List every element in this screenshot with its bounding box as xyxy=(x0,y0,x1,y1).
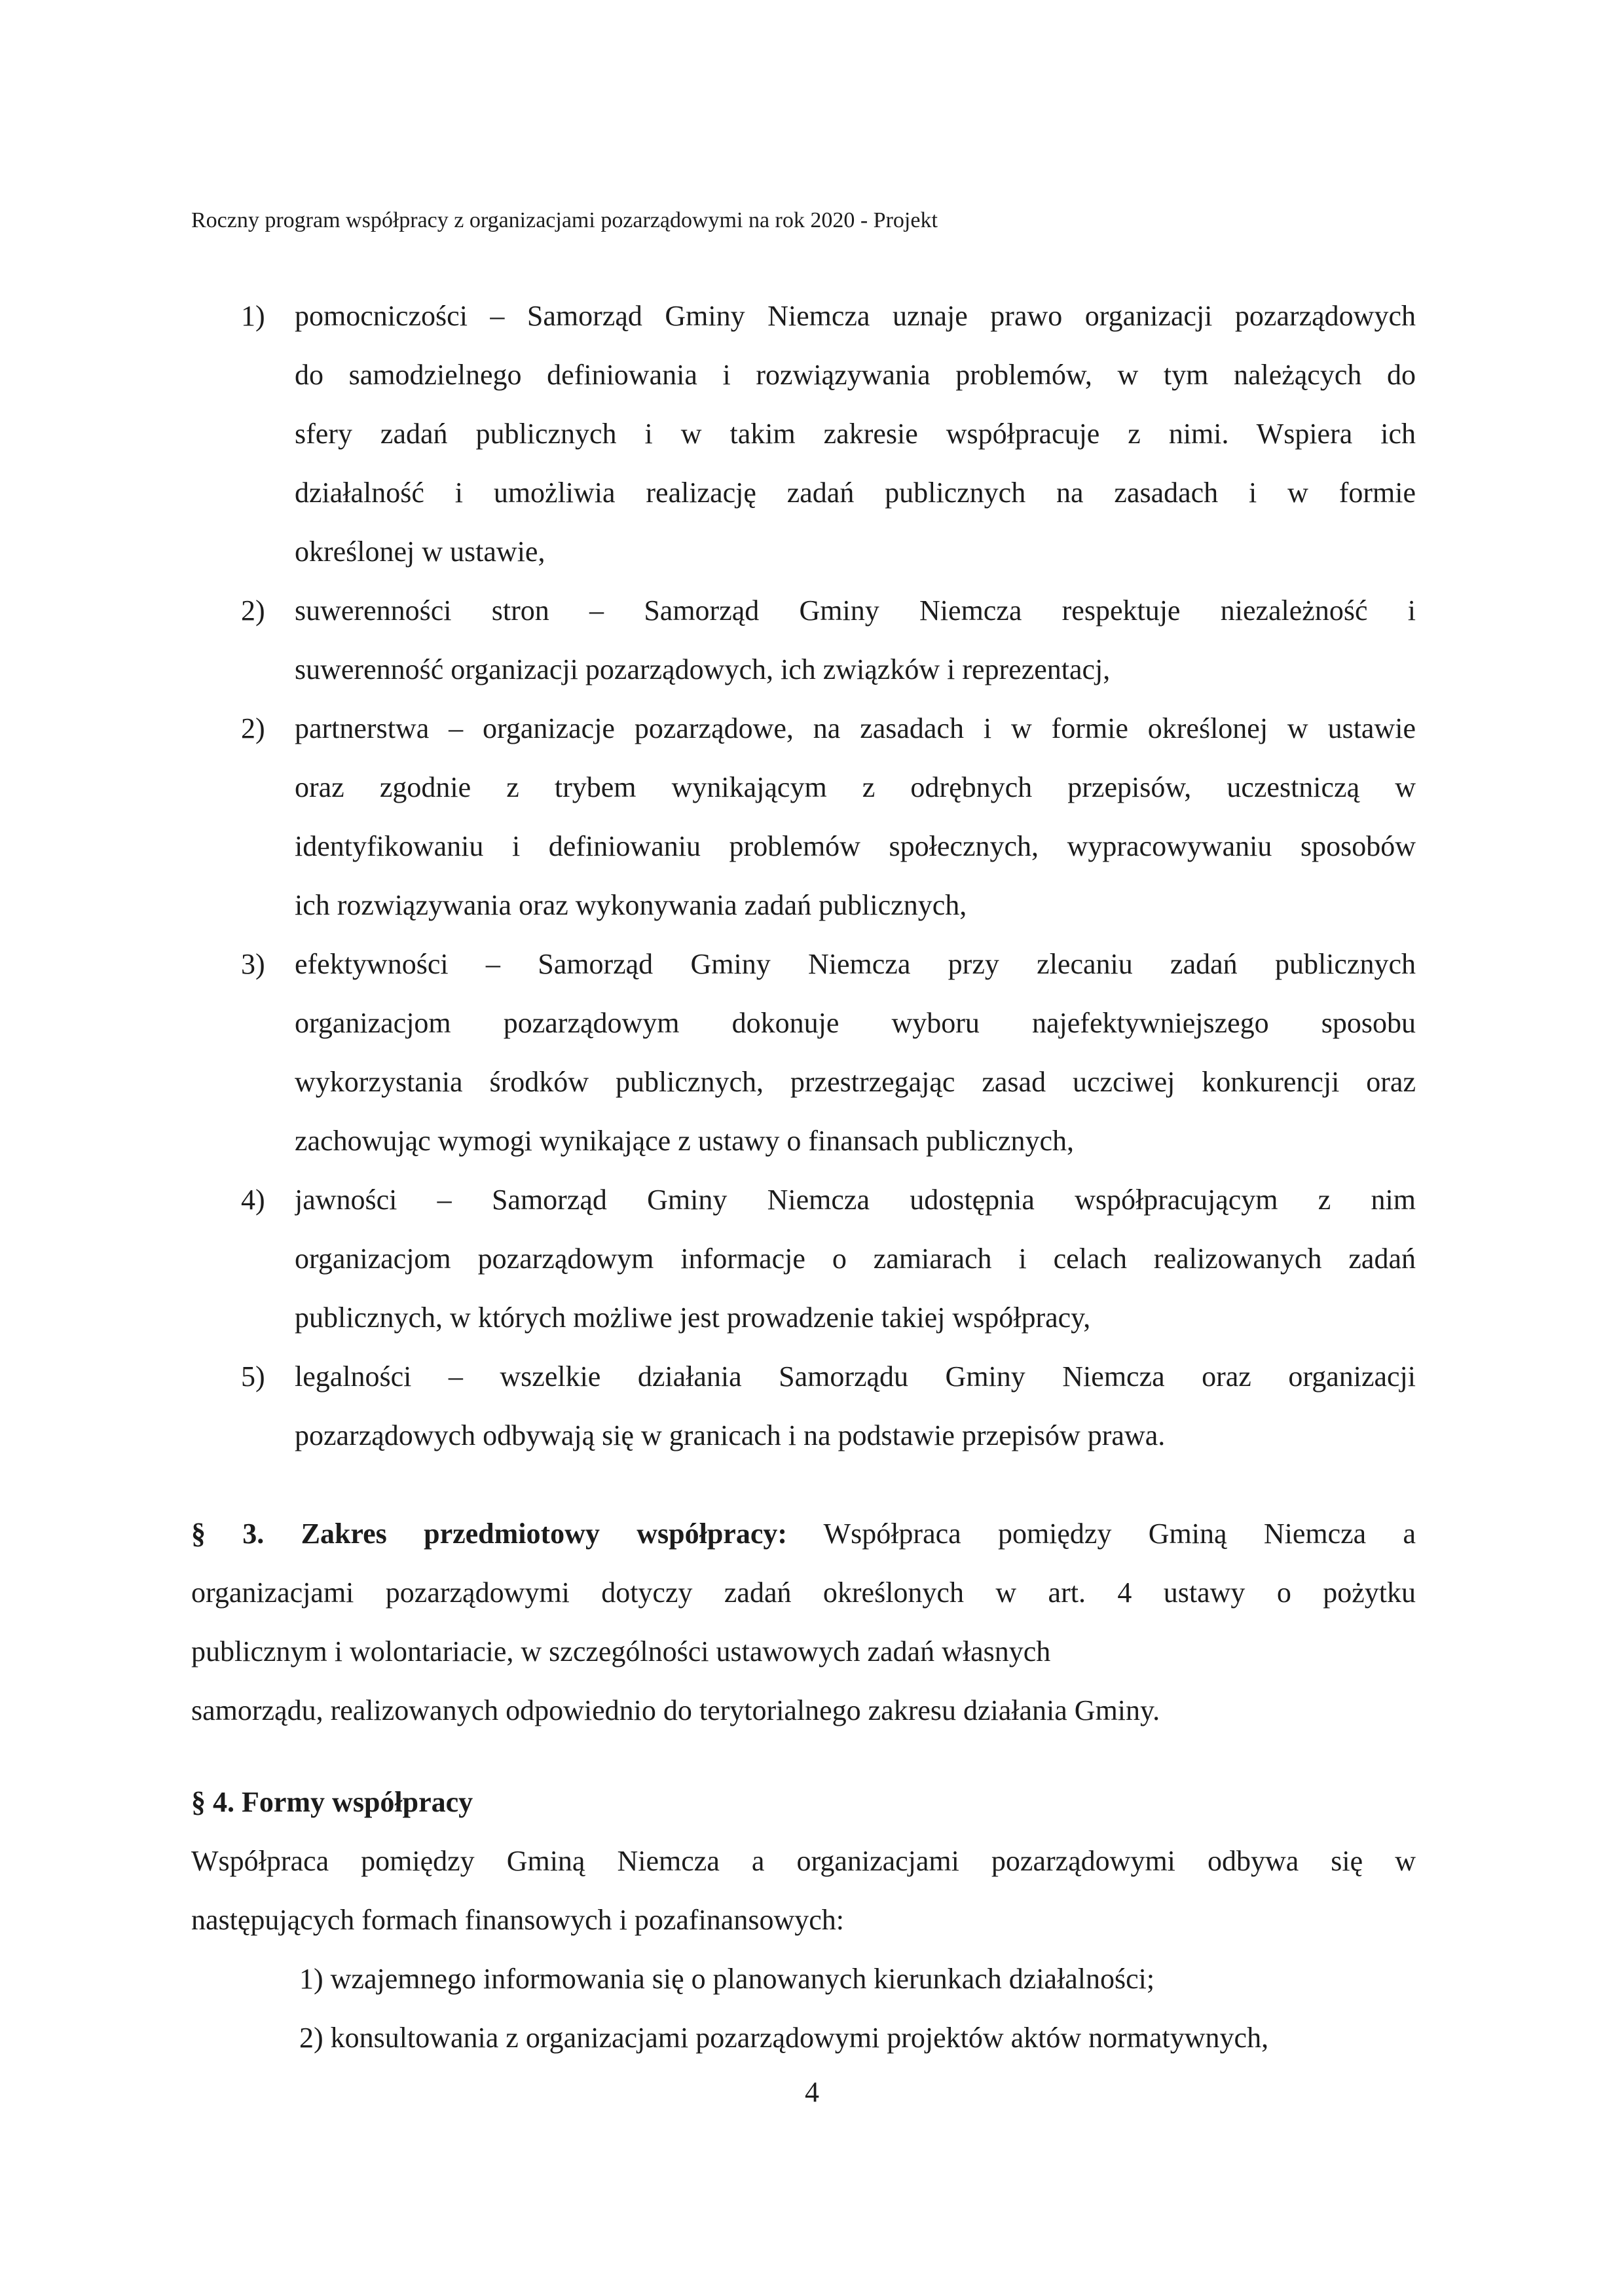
text-line: Współpraca pomiędzy Gminą Niemcza a organizacjami pozarządowymi odbywa się w xyxy=(191,1845,1416,1877)
document-header-note: Roczny program współpracy z organizacjami pozarządowymi na rok 2020 - Projekt xyxy=(191,208,938,232)
item-marker: 2) xyxy=(241,712,265,744)
sub-item-line: 2) konsultowania z organizacjami pozarządowymi projektów aktów normatywnych, xyxy=(299,2022,1269,2054)
text-line: samorządu, realizowanych odpowiednio do terytorialnego zakresu działania Gminy. xyxy=(191,1694,1160,1726)
list-item xyxy=(191,287,1416,581)
text-line: pozarządowych odbywają się w granicach i na podstawie przepisów prawa. xyxy=(295,1419,1166,1451)
section-lead-bold: § 3. Zakres przedmiotowy współpracy: xyxy=(191,1518,788,1550)
text-line: publicznym i wolontariacie, w szczególności ustawowych zadań własnych xyxy=(191,1635,1051,1667)
list-item xyxy=(191,699,1416,935)
text-line: oraz zgodnie z trybem wynikającym z odrębnych przepisów, uczestniczą w xyxy=(295,771,1416,803)
text-line: partnerstwa – organizacje pozarządowe, na zasadach i w formie określonej w ustawie xyxy=(295,712,1416,744)
text-line: suwerenność organizacji pozarządowych, ich związków i reprezentacj, xyxy=(295,653,1111,685)
text-line: ich rozwiązywania oraz wykonywania zadań publicznych, xyxy=(295,889,967,921)
section-3-paragraph xyxy=(191,1504,1416,1740)
text-line: organizacjom pozarządowym informacje o zamiarach i celach realizowanych zadań xyxy=(295,1243,1416,1275)
list-item xyxy=(191,1347,1416,1465)
text-line: legalności – wszelkie działania Samorządu Gminy Niemcza oraz organizacji xyxy=(295,1360,1416,1393)
section-4-intro-paragraph xyxy=(191,1832,1416,1950)
text-line: organizacjom pozarządowym dokonuje wyboru najefektywniejszego sposobu xyxy=(295,1007,1416,1039)
principles-list xyxy=(191,287,1416,1465)
text-line: publicznych, w których możliwe jest prowadzenie takiej współpracy, xyxy=(295,1302,1091,1334)
text-line: efektywności – Samorząd Gminy Niemcza przy zlecaniu zadań publicznych xyxy=(295,948,1416,980)
text-line: określonej w ustawie, xyxy=(295,536,545,568)
text-line: sfery zadań publicznych i w takim zakresie współpracuje z nimi. Wspiera ich xyxy=(295,418,1416,450)
text-line: następujących formach finansowych i pozafinansowych: xyxy=(191,1904,844,1936)
sub-item-line: 1) wzajemnego informowania się o planowanych kierunkach działalności; xyxy=(299,1963,1155,1995)
text-line: zachowując wymogi wynikające z ustawy o finansach publicznych, xyxy=(295,1125,1075,1157)
text-line: wykorzystania środków publicznych, przestrzegając zasad uczciwej konkurencji oraz xyxy=(295,1066,1416,1098)
text-line: organizacjami pozarządowymi dotyczy zadań określonych w art. 4 ustawy o pożytku xyxy=(191,1576,1416,1609)
text-line: działalność i umożliwia realizację zadań publicznych na zasadach i w formie xyxy=(295,477,1416,509)
item-marker: 5) xyxy=(241,1360,265,1393)
item-marker: 3) xyxy=(241,948,265,980)
list-item xyxy=(191,935,1416,1171)
text-line: suwerenności stron – Samorząd Gminy Niemcza respektuje niezależność i xyxy=(295,594,1416,627)
text-line: pomocniczości – Samorząd Gminy Niemcza uznaje prawo organizacji pozarządowych xyxy=(295,300,1416,332)
text-line: jawności – Samorząd Gminy Niemcza udostępnia współpracującym z nim xyxy=(295,1184,1416,1216)
text-line: identyfikowaniu i definiowaniu problemów społecznych, wypracowywaniu sposobów xyxy=(295,830,1416,862)
list-item xyxy=(191,1171,1416,1347)
text-line: do samodzielnego definiowania i rozwiązywania problemów, w tym należących do xyxy=(295,359,1416,391)
list-item xyxy=(191,581,1416,699)
document-body xyxy=(191,287,1416,2068)
item-marker: 4) xyxy=(241,1184,265,1216)
item-marker: 1) xyxy=(241,300,265,332)
section-4-heading: § 4. Formy współpracy xyxy=(191,1786,473,1818)
text-line: § 3. Zakres przedmiotowy współpracy: Współpraca pomiędzy Gminą Niemcza a xyxy=(191,1518,1416,1550)
section-4-sub-items xyxy=(191,1950,1416,2068)
page-number: 4 xyxy=(805,2076,819,2108)
item-marker: 2) xyxy=(241,594,265,627)
